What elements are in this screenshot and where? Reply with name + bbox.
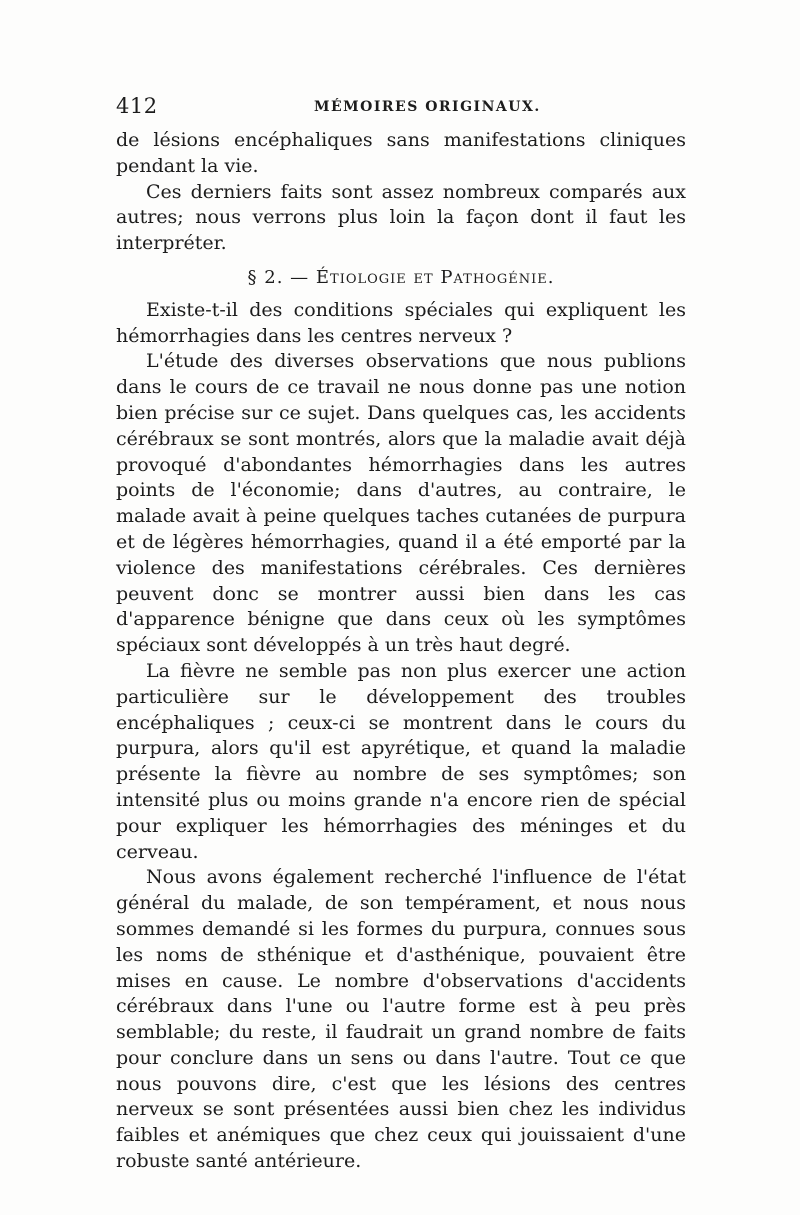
paragraph: L'étude des diverses observations que nous publions dans le cours de ce travail ne nous donne pas une notion bien précise sur ce sujet. Dans quelques cas, les accidents cérébraux se sont montrés, alors que la maladie avait déjà provoqué d'abondantes hémorrhagies dans les autres points de l'économie; dans d'autres, au contraire, le malade avait à peine quelques taches cutanées de purpura et de légères hémorrhagies, quand il a été emporté par la violence des manifestations cérébrales. Ces dernières peuvent donc se montrer aussi bien dans les cas d'apparence bénigne que dans ceux où les symptômes spéciaux sont développés à un très haut degré. [116, 350, 686, 657]
paragraph: Nous avons également recherché l'influence de l'état général du malade, de son tempérament, et nous nous sommes demandé si les formes du purpura, connues sous les noms de sthénique et d'asthénique, pouvaient être mises en cause. Le nombre d'observations d'accidents cérébraux dans l'une ou l'autre forme est à peu près semblable; du reste, il faudrait un grand nombre de faits pour conclure dans un sens ou dans l'autre. Tout ce que nous pouvons dire, c'est que les lésions des centres nerveux se sont présentées aussi bien chez les individus faibles et anémiques que chez ceux qui jouissaient d'une robuste santé antérieure. [116, 866, 686, 1173]
page-header [116, 94, 686, 122]
paragraph: Ces derniers faits sont assez nombreux comparés aux autres; nous verrons plus loin la façon dont il faut les interpréter. [116, 180, 686, 255]
body-text [116, 128, 686, 1175]
paragraph: La fièvre ne semble pas non plus exercer une action particulière sur le développement des troubles encéphaliques ; ceux-ci se montrent dans le cours du purpura, alors qu'il est apyrétique, et quand la maladie présente la fièvre au nombre de ses symptômes; son intensité plus ou moins grande n'a encore rien de spécial pour expliquer les hémorrhagies des méninges et du cerveau. [116, 659, 686, 863]
running-title: MÉMOIRES ORIGINAUX. [314, 99, 541, 115]
paragraph: Existe-t-il des conditions spéciales qui expliquent les hémorrhagies dans les centres nerveux ? [116, 298, 686, 347]
paragraph-continuation: de lésions encéphaliques sans manifestations cliniques pendant la vie. [116, 129, 686, 177]
page-number: 412 [116, 94, 158, 118]
section-heading: § 2. — Étiologie et Pathogénie. [247, 266, 555, 288]
